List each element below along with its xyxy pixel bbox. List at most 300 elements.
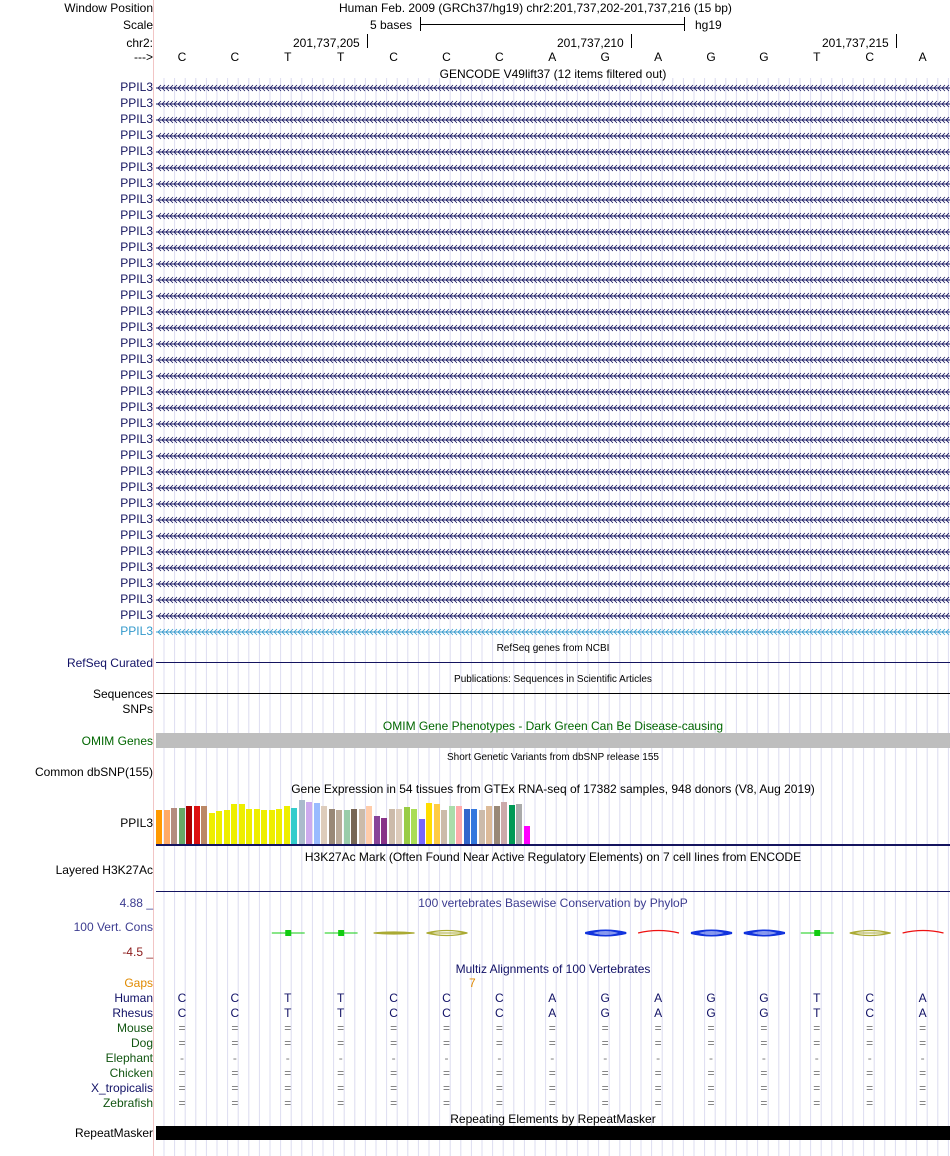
gencode-transcript[interactable] <box>156 560 950 576</box>
gtex-tissue-bar[interactable] <box>374 816 380 844</box>
gencode-gene-label[interactable]: PPIL3 <box>120 96 153 110</box>
alignment-base: = <box>707 1081 715 1095</box>
gtex-tissue-bar[interactable] <box>464 809 470 844</box>
alignment-base: = <box>495 1081 503 1095</box>
gencode-transcript[interactable] <box>156 128 950 144</box>
pubs-label[interactable]: Sequences <box>92 687 153 701</box>
gtex-tissue-bar[interactable] <box>426 803 432 844</box>
alignment-base: C <box>177 1006 187 1020</box>
gtex-bar-chart[interactable] <box>156 797 556 844</box>
gtex-tissue-bar[interactable] <box>351 809 357 844</box>
gencode-transcript[interactable] <box>156 368 950 384</box>
alignment-base: - <box>603 1051 608 1065</box>
gencode-transcript[interactable] <box>156 576 950 592</box>
alignment-base: = <box>654 1021 662 1035</box>
phylop-min: -4.5 _ <box>122 945 153 959</box>
gtex-tissue-bar[interactable] <box>261 810 267 844</box>
phylop-score-glyph <box>850 931 891 936</box>
gencode-gene-label[interactable]: PPIL3 <box>120 224 153 238</box>
gtex-tissue-bar[interactable] <box>156 810 162 844</box>
alignment-base: = <box>813 1081 821 1095</box>
alignment-base: = <box>601 1066 609 1080</box>
alignment-base: G <box>600 991 610 1005</box>
alignment-base: A <box>654 1006 663 1020</box>
gencode-gene-label[interactable]: PPIL3 <box>120 576 153 590</box>
gencode-gene-label[interactable]: PPIL3 <box>120 464 153 478</box>
dbsnp-title: Short Genetic Variants from dbSNP release 155 <box>447 752 659 763</box>
gtex-tissue-bar[interactable] <box>344 810 350 844</box>
gtex-tissue-bar[interactable] <box>329 809 335 844</box>
pubs-title: Publications: Sequences in Scientific Articles <box>454 674 652 685</box>
alignment-base: T <box>284 991 292 1005</box>
gencode-gene-label[interactable]: PPIL3 <box>120 192 153 206</box>
gtex-tissue-bar[interactable] <box>201 806 207 844</box>
refseq-feature[interactable] <box>156 662 950 663</box>
phylop-graph[interactable] <box>156 920 950 950</box>
sequence-base: T <box>337 50 345 64</box>
gencode-title[interactable]: GENCODE V49lift37 (12 items filtered out) <box>439 67 667 81</box>
gencode-gene-label[interactable]: PPIL3 <box>120 272 153 286</box>
gtex-tissue-bar[interactable] <box>516 804 522 844</box>
gencode-gene-label[interactable]: PPIL3 <box>120 128 153 142</box>
alignment-base: = <box>284 1096 292 1110</box>
phylop-score-glyph <box>903 931 944 934</box>
alignment-base: = <box>337 1081 345 1095</box>
scale-label: Scale <box>122 18 153 32</box>
gtex-tissue-bar[interactable] <box>314 803 320 844</box>
gencode-gene-label[interactable]: PPIL3 <box>120 368 153 382</box>
gaps-value: 7 <box>469 976 476 990</box>
gtex-tissue-bar[interactable] <box>269 810 275 844</box>
gencode-gene-label[interactable]: PPIL3 <box>120 544 153 558</box>
alignment-base: C <box>177 991 187 1005</box>
species-label[interactable]: Elephant <box>105 1051 153 1065</box>
alignment-base: = <box>178 1081 186 1095</box>
alignment-base: = <box>760 1081 768 1095</box>
sequence-base: A <box>548 50 557 64</box>
alignment-base: = <box>337 1066 345 1080</box>
gencode-transcript[interactable] <box>156 112 950 128</box>
alignment-base: = <box>813 1066 821 1080</box>
gencode-transcript[interactable] <box>156 272 950 288</box>
gencode-transcript[interactable] <box>156 336 950 352</box>
gencode-transcript[interactable] <box>156 512 950 528</box>
scale-text: 5 bases <box>370 18 413 32</box>
gencode-transcript[interactable] <box>156 160 950 176</box>
alignment-base: G <box>759 1006 769 1020</box>
sequence-base: G <box>600 50 610 64</box>
alignment-base: = <box>390 1036 398 1050</box>
gencode-transcript[interactable] <box>156 256 950 272</box>
gencode-transcript[interactable] <box>156 448 950 464</box>
gencode-transcript[interactable] <box>156 80 950 96</box>
alignment-base: = <box>654 1066 662 1080</box>
gencode-gene-label[interactable]: PPIL3 <box>120 256 153 270</box>
pubs-feature[interactable] <box>156 693 950 694</box>
gtex-tissue-bar[interactable] <box>276 809 282 844</box>
gencode-transcript[interactable] <box>156 144 950 160</box>
alignment-base: = <box>231 1096 239 1110</box>
alignment-base: = <box>495 1096 503 1110</box>
window-position-label: Window Position <box>64 1 153 15</box>
sequence-base: C <box>177 50 187 64</box>
gencode-transcript[interactable] <box>156 384 950 400</box>
alignment-base: A <box>548 991 557 1005</box>
gtex-tissue-bar[interactable] <box>366 806 372 844</box>
alignment-base: - <box>285 1051 290 1065</box>
alignment-base: - <box>391 1051 396 1065</box>
phylop-score-glyph <box>801 930 834 936</box>
alignment-base: = <box>178 1036 186 1050</box>
rmsk-title: Repeating Elements by RepeatMasker <box>450 1112 656 1126</box>
tick-label: 201,737,215 <box>822 36 889 50</box>
dbsnp-label[interactable]: Common dbSNP(155) <box>34 765 153 779</box>
gencode-gene-label[interactable]: PPIL3 <box>120 208 153 222</box>
gencode-transcript[interactable] <box>156 496 950 512</box>
alignment-base: - <box>920 1051 925 1065</box>
gtex-tissue-bar[interactable] <box>291 808 297 844</box>
alignment-base: - <box>444 1051 449 1065</box>
alignment-base: G <box>706 991 716 1005</box>
gencode-transcript[interactable] <box>156 528 950 544</box>
alignment-base: = <box>919 1036 927 1050</box>
rmsk-label[interactable]: RepeatMasker <box>74 1126 153 1140</box>
scale-bar <box>420 17 685 33</box>
gtex-tissue-bar[interactable] <box>186 806 192 844</box>
refseq-label[interactable]: RefSeq Curated <box>66 656 153 670</box>
sequence-base: A <box>918 50 927 64</box>
alignment-base: = <box>919 1021 927 1035</box>
gencode-gene-label[interactable]: PPIL3 <box>120 304 153 318</box>
alignment-base: C <box>230 1006 240 1020</box>
gencode-gene-label[interactable]: PPIL3 <box>120 176 153 190</box>
phylop-max: 4.88 _ <box>119 896 153 910</box>
h3k27ac-title: H3K27Ac Mark (Often Found Near Active Regulatory Elements) on 7 cell lines from ENCODE <box>304 850 802 864</box>
gencode-gene-label[interactable]: PPIL3 <box>120 240 153 254</box>
gencode-transcript[interactable] <box>156 224 950 240</box>
alignment-base: = <box>707 1096 715 1110</box>
alignment-base: - <box>867 1051 872 1065</box>
tick-label: 201,737,205 <box>293 36 360 50</box>
gtex-tissue-bar[interactable] <box>194 806 200 844</box>
alignment-base: = <box>390 1066 398 1080</box>
gencode-transcript[interactable] <box>156 240 950 256</box>
gtex-tissue-bar[interactable] <box>231 804 237 844</box>
gtex-tissue-bar[interactable] <box>216 811 222 844</box>
gencode-transcript[interactable] <box>156 432 950 448</box>
gencode-transcript[interactable] <box>156 208 950 224</box>
alignment-base: = <box>813 1036 821 1050</box>
gtex-tissue-bar[interactable] <box>224 810 230 844</box>
gtex-tissue-bar[interactable] <box>449 806 455 844</box>
rmsk-feature[interactable] <box>156 1126 950 1140</box>
alignment-base: - <box>180 1051 184 1065</box>
alignment-base: = <box>654 1036 662 1050</box>
phylop-score-glyph <box>272 930 305 936</box>
alignment-base: - <box>338 1051 343 1065</box>
phylop-score-glyph <box>427 931 468 936</box>
alignment-base: = <box>813 1096 821 1110</box>
gencode-transcript[interactable] <box>156 400 950 416</box>
gencode-transcript[interactable] <box>156 320 950 336</box>
gencode-transcript[interactable] <box>156 288 950 304</box>
tick-mark <box>896 34 897 48</box>
gencode-transcript[interactable] <box>156 592 950 608</box>
strand-label: ---> <box>134 50 153 64</box>
gtex-tissue-bar[interactable] <box>321 806 327 844</box>
gencode-gene-label[interactable]: PPIL3 <box>120 528 153 542</box>
alignment-base: = <box>390 1081 398 1095</box>
gtex-tissue-bar[interactable] <box>441 810 447 844</box>
sequence-base: T <box>813 50 821 64</box>
gtex-title: Gene Expression in 54 tissues from GTEx RNA-seq of 17382 samples, 948 donors (V8, Aug 2019) <box>291 782 815 796</box>
tick-label: 201,737,210 <box>557 36 624 50</box>
species-label[interactable]: Dog <box>130 1036 153 1050</box>
sequence-base: G <box>706 50 716 64</box>
alignment-base: T <box>337 1006 345 1020</box>
gencode-gene-label[interactable]: PPIL3 <box>120 288 153 302</box>
gencode-gene-label[interactable]: PPIL3 <box>120 80 153 94</box>
gencode-transcript[interactable] <box>156 464 950 480</box>
gtex-tissue-bar[interactable] <box>239 804 245 844</box>
alignment-base: = <box>707 1036 715 1050</box>
gtex-tissue-bar[interactable] <box>494 806 500 844</box>
gencode-transcript[interactable] <box>156 480 950 496</box>
gencode-gene-label[interactable]: PPIL3 <box>120 624 153 638</box>
alignment-base: = <box>284 1066 292 1080</box>
gtex-tissue-bar[interactable] <box>179 808 185 844</box>
species-label[interactable]: Mouse <box>116 1021 153 1035</box>
gtex-tissue-bar[interactable] <box>486 806 492 844</box>
sequence-base: C <box>230 50 240 64</box>
alignment-base: = <box>866 1096 874 1110</box>
alignment-base: = <box>707 1066 715 1080</box>
species-label[interactable]: Zebrafish <box>102 1096 153 1110</box>
gencode-gene-label[interactable]: PPIL3 <box>120 608 153 622</box>
alignment-base: C <box>495 991 504 1005</box>
gencode-gene-label[interactable]: PPIL3 <box>120 144 153 158</box>
alignment-base: = <box>178 1066 186 1080</box>
alignment-base: = <box>654 1081 662 1095</box>
gtex-tissue-bar[interactable] <box>336 810 342 844</box>
gtex-tissue-bar[interactable] <box>411 809 417 844</box>
chrom-label: chr2: <box>126 36 153 50</box>
alignment-base: = <box>495 1021 503 1035</box>
alignment-base: = <box>495 1066 503 1080</box>
alignment-base: T <box>284 1006 292 1020</box>
alignment-base: - <box>761 1051 766 1065</box>
label-separator <box>153 0 154 1156</box>
gtex-tissue-bar[interactable] <box>359 809 365 844</box>
gencode-gene-label[interactable]: PPIL3 <box>120 480 153 494</box>
alignment-base: G <box>706 1006 716 1020</box>
gtex-tissue-bar[interactable] <box>254 809 260 844</box>
alignment-base: = <box>919 1096 927 1110</box>
gencode-gene-label[interactable]: PPIL3 <box>120 352 153 366</box>
alignment-base: = <box>337 1036 345 1050</box>
sequence-base: C <box>865 50 875 64</box>
gtex-tissue-bar[interactable] <box>479 810 485 844</box>
gencode-transcript[interactable] <box>156 608 950 624</box>
alignment-base: A <box>654 991 663 1005</box>
gtex-tissue-bar[interactable] <box>456 806 462 844</box>
tick-mark <box>367 34 368 48</box>
gtex-tissue-bar[interactable] <box>246 809 252 844</box>
window-position-value[interactable]: Human Feb. 2009 (GRCh37/hg19) chr2:201,737,202-201,737,216 (15 bp) <box>339 1 732 15</box>
alignment-base: C <box>389 1006 398 1020</box>
gencode-gene-label[interactable]: PPIL3 <box>120 112 153 126</box>
gencode-transcript[interactable] <box>156 416 950 432</box>
gtex-tissue-bar[interactable] <box>389 809 395 844</box>
gencode-gene-label[interactable]: PPIL3 <box>120 384 153 398</box>
gtex-tissue-bar[interactable] <box>209 813 215 844</box>
alignment-base: = <box>601 1096 609 1110</box>
alignment-base: = <box>442 1066 450 1080</box>
alignment-base: C <box>442 1006 451 1020</box>
gtex-tissue-bar[interactable] <box>306 802 312 844</box>
phylop-score-glyph <box>585 931 626 936</box>
sequence-base: C <box>442 50 451 64</box>
assembly-label: hg19 <box>695 18 722 32</box>
gtex-tissue-bar[interactable] <box>524 826 530 844</box>
alignment-base: T <box>813 1006 821 1020</box>
alignment-base: = <box>760 1096 768 1110</box>
alignment-base: = <box>337 1021 345 1035</box>
alignment-base: = <box>231 1081 239 1095</box>
gencode-gene-label[interactable]: PPIL3 <box>120 320 153 334</box>
phylop-label[interactable]: 100 Vert. Cons <box>73 920 153 934</box>
alignment-base: = <box>760 1021 768 1035</box>
alignment-base: = <box>548 1081 556 1095</box>
sequence-base: C <box>495 50 504 64</box>
alignment-base: G <box>600 1006 610 1020</box>
gencode-gene-label[interactable]: PPIL3 <box>120 512 153 526</box>
alignment-base: = <box>866 1036 874 1050</box>
h3k27ac-baseline <box>156 891 950 892</box>
alignment-base: T <box>337 991 345 1005</box>
alignment-base: = <box>231 1021 239 1035</box>
alignment-base: = <box>442 1096 450 1110</box>
alignment-base: = <box>337 1096 345 1110</box>
sequence-base: C <box>389 50 398 64</box>
multiz-title: Multiz Alignments of 100 Vertebrates <box>455 962 651 976</box>
alignment-base: C <box>495 1006 504 1020</box>
gtex-tissue-bar[interactable] <box>284 806 290 844</box>
gencode-gene-label[interactable]: PPIL3 <box>120 448 153 462</box>
phylop-score-glyph <box>744 931 785 936</box>
gencode-gene-label[interactable]: PPIL3 <box>120 432 153 446</box>
gtex-tissue-bar[interactable] <box>404 807 410 844</box>
gencode-gene-label[interactable]: PPIL3 <box>120 160 153 174</box>
alignment-base: - <box>550 1051 555 1065</box>
gtex-tissue-bar[interactable] <box>501 802 507 844</box>
alignment-base: - <box>656 1051 661 1065</box>
gencode-transcript[interactable] <box>156 544 950 560</box>
gaps-label[interactable]: Gaps <box>124 976 153 990</box>
alignment-base: C <box>865 991 875 1005</box>
gencode-transcript[interactable] <box>156 96 950 112</box>
sequence-base: A <box>654 50 663 64</box>
gencode-gene-label[interactable]: PPIL3 <box>120 400 153 414</box>
omim-feature[interactable] <box>156 733 950 748</box>
alignment-base: = <box>760 1036 768 1050</box>
alignment-base: - <box>814 1051 819 1065</box>
alignment-base: = <box>601 1036 609 1050</box>
gencode-transcript[interactable] <box>156 304 950 320</box>
species-label[interactable]: X_tropicalis <box>90 1081 153 1095</box>
gencode-transcript[interactable] <box>156 192 950 208</box>
gtex-tissue-bar[interactable] <box>171 808 177 844</box>
gtex-tissue-bar[interactable] <box>471 809 477 844</box>
alignment-base: T <box>813 991 821 1005</box>
gencode-gene-label[interactable]: PPIL3 <box>120 560 153 574</box>
alignment-base: - <box>497 1051 502 1065</box>
gencode-transcript[interactable] <box>156 624 950 640</box>
gtex-tissue-bar[interactable] <box>434 804 440 844</box>
gtex-tissue-bar[interactable] <box>164 810 170 844</box>
alignment-base: = <box>548 1036 556 1050</box>
gtex-tissue-bar[interactable] <box>381 818 387 844</box>
alignment-base: = <box>919 1081 927 1095</box>
phylop-score-glyph <box>374 932 415 934</box>
gencode-transcript[interactable] <box>156 176 950 192</box>
alignment-base: = <box>760 1066 768 1080</box>
alignment-base: = <box>231 1066 239 1080</box>
species-label[interactable]: Chicken <box>109 1066 153 1080</box>
alignment-base: = <box>601 1021 609 1035</box>
alignment-base: C <box>230 991 240 1005</box>
gtex-tissue-bar[interactable] <box>299 800 305 844</box>
omim-label[interactable]: OMIM Genes <box>81 734 153 748</box>
alignment-base: = <box>601 1081 609 1095</box>
alignment-base: = <box>231 1036 239 1050</box>
snps-label[interactable]: SNPs <box>122 702 153 716</box>
alignment-base: = <box>442 1081 450 1095</box>
alignment-base: = <box>284 1021 292 1035</box>
alignment-base: A <box>548 1006 557 1020</box>
phylop-score-glyph <box>691 931 732 936</box>
alignment-base: = <box>919 1066 927 1080</box>
gencode-gene-label[interactable]: PPIL3 <box>120 416 153 430</box>
alignment-base: = <box>548 1066 556 1080</box>
alignment-base: C <box>389 991 398 1005</box>
phylop-score-glyph <box>638 931 679 934</box>
alignment-base: = <box>866 1066 874 1080</box>
species-label[interactable]: Rhesus <box>112 1006 153 1020</box>
species-label[interactable]: Human <box>114 991 153 1005</box>
alignment-base: C <box>865 1006 875 1020</box>
gtex-tissue-bar[interactable] <box>396 809 402 844</box>
gtex-tissue-bar[interactable] <box>419 819 425 844</box>
gencode-gene-label[interactable]: PPIL3 <box>120 592 153 606</box>
gencode-gene-label[interactable]: PPIL3 <box>120 496 153 510</box>
alignment-base: = <box>178 1096 186 1110</box>
alignment-base: A <box>918 991 927 1005</box>
phylop-score-glyph <box>325 930 358 936</box>
alignment-base: = <box>654 1096 662 1110</box>
alignment-base: A <box>918 1006 927 1020</box>
gtex-tissue-bar[interactable] <box>509 805 515 844</box>
sequence-base: G <box>759 50 769 64</box>
alignment-base: = <box>284 1036 292 1050</box>
alignment-base: = <box>866 1021 874 1035</box>
h3k27ac-label[interactable]: Layered H3K27Ac <box>55 863 153 877</box>
gencode-gene-label[interactable]: PPIL3 <box>120 336 153 350</box>
alignment-base: = <box>813 1021 821 1035</box>
gtex-label[interactable]: PPIL3 <box>120 816 153 830</box>
gencode-transcript[interactable] <box>156 352 950 368</box>
alignment-base: = <box>442 1021 450 1035</box>
